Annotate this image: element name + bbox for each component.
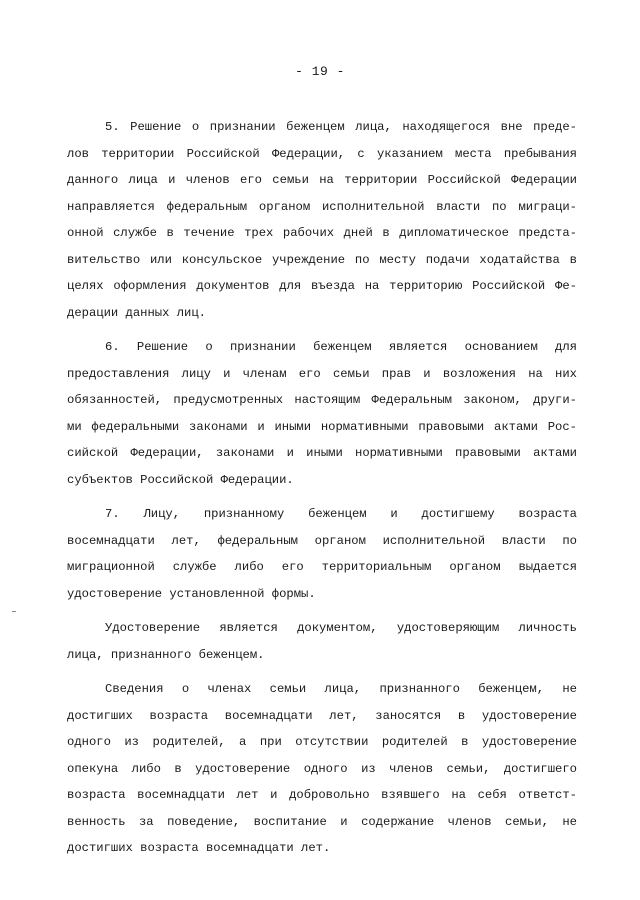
text-line: лица, признанного беженцем. — [67, 647, 265, 662]
paragraph-certificate — [67, 615, 577, 668]
text-line: одного из родителей, а при отсутствии родителей в удостоверение — [67, 735, 577, 749]
document-body — [67, 114, 577, 862]
text-line: субъектов Российской Федерации. — [67, 472, 294, 487]
text-line: обязанностей, предусмотренных настоящим Федеральным законом, други- — [67, 393, 577, 407]
text-line: опекуна либо в удостоверение одного из членов семьи, достигшего — [67, 761, 577, 776]
text-line: предоставления лицу и членам его семьи прав и возложения на них — [67, 366, 577, 381]
text-line: удостоверение установленной формы. — [67, 586, 316, 601]
text-line: Удостоверение является документом, удостоверяющим личность — [105, 621, 577, 635]
text-line: онной службе в течение трех рабочих дней в дипломатическое предста- — [67, 226, 577, 240]
text-line: восемнадцати лет, федеральным органом исполнительной власти по — [67, 533, 577, 548]
paragraph-family-members — [67, 676, 577, 862]
text-line: целях оформления документов для въезда на территорию Российской Фе- — [67, 279, 577, 293]
text-line: сийской Федерации, законами и иными нормативными правовыми актами — [67, 446, 577, 460]
paragraph-6 — [67, 334, 577, 493]
paragraph-5 — [67, 114, 577, 326]
text-line: вительство или консульское учреждение по месту подачи ходатайства в — [67, 252, 577, 267]
text-line: венность за поведение, воспитание и содержание членов семьи, не — [67, 814, 577, 829]
text-line: 5. Решение о признании беженцем лица, находящегося вне преде- — [105, 120, 577, 134]
text-line: возраста восемнадцати лет и добровольно взявшего на себя ответст- — [67, 788, 577, 802]
text-line: достигших возраста восемнадцати лет. — [67, 841, 331, 855]
page-number: - 19 - — [295, 64, 345, 79]
text-line: достигших возраста восемнадцати лет, заносятся в удостоверение — [67, 708, 577, 723]
paragraph-7 — [67, 501, 577, 607]
text-line: миграционной службе либо его территориальным органом выдается — [67, 560, 577, 574]
text-line: лов территории Российской Федерации, с указанием места пребывания — [67, 146, 577, 161]
text-line: 6. Решение о признании беженцем является основанием для — [105, 340, 577, 354]
text-line: Сведения о членах семьи лица, признанного беженцем, не — [105, 682, 577, 696]
text-line: направляется федеральным органом исполнительной власти по миграци- — [67, 199, 577, 214]
text-line: ми федеральными законами и иными нормативными правовыми актами Рос- — [67, 419, 577, 434]
margin-mark — [12, 611, 16, 612]
text-line: 7. Лицу, признанному беженцем и достигшему возраста — [105, 507, 577, 521]
text-line: дерации данных лиц. — [67, 305, 206, 320]
text-line: данного лица и членов его семьи на территории Российской Федерации — [67, 173, 577, 187]
